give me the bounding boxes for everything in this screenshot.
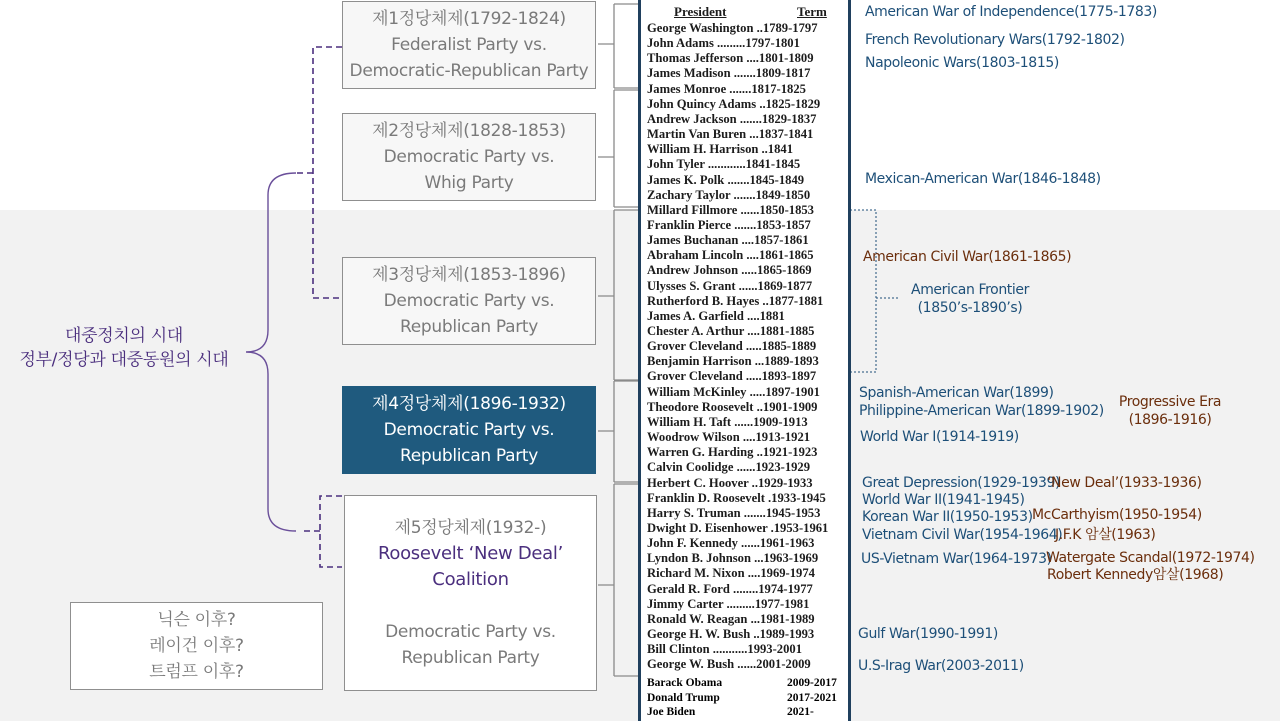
president-row: James Madison .......1809-1817 — [647, 66, 811, 81]
president-row: Chester A. Arthur ....1881-1885 — [647, 324, 815, 338]
party-system-3-line2: Democratic Party vs. — [383, 291, 555, 311]
president-row: William H. Taft ......1909-1913 — [647, 414, 808, 429]
president-row: James K. Polk .......1845-1849 — [647, 172, 805, 187]
president-row: James Buchanan ....1857-1861 — [647, 233, 809, 248]
era-label-line1: 대중정치의 시대 — [65, 326, 183, 346]
event-mccarthy: McCarthyism(1950-1954) — [1032, 507, 1202, 523]
president-row: William H. Harrison ..1841 — [647, 142, 793, 157]
party-system-4-line2: Democratic Party vs. — [383, 420, 555, 440]
president-row: Franklin D. Roosevelt .1933-1945 — [647, 490, 826, 505]
event-independence: American War of Independence(1775-1783) — [865, 4, 1157, 20]
party-system-3-box — [342, 257, 596, 345]
president-row: William McKinley .....1897-1901 — [647, 384, 820, 399]
event-philippine: Philippine-American War(1899-1902) — [859, 403, 1104, 419]
event-us-vietnam: US-Vietnam War(1964-1973) — [861, 551, 1052, 567]
event-depression: Great Depression(1929-1939) — [862, 475, 1061, 491]
president-row: Jimmy Carter .........1977-1981 — [647, 596, 810, 611]
president-row: George W. Bush ......2001-2009 — [647, 657, 811, 672]
president-row: Grover Cleveland .....1885-1889 — [647, 339, 817, 354]
party-system-5-coalition-line1: Roosevelt ‘New Deal’ — [377, 543, 564, 564]
event-spanish: Spanish-American War(1899) — [859, 385, 1054, 401]
party-system-2-line2: Democratic Party vs. — [383, 147, 555, 167]
party-system-1-line3: Democratic-Republican Party — [349, 61, 589, 81]
party-system-1-title: 제1정당체제(1792-1824) — [372, 9, 566, 29]
president-row: Franklin Pierce .......1853-1857 — [647, 217, 811, 232]
president-row: Andrew Jackson .......1829-1837 — [647, 111, 817, 126]
after-line2: 레이건 이후? — [149, 636, 244, 656]
after-line3: 트럼프 이후? — [149, 662, 244, 682]
president-extra-row — [647, 676, 847, 690]
event-civil: American Civil War(1861-1865) — [863, 249, 1072, 265]
president-row: Richard M. Nixon ....1969-1974 — [647, 566, 815, 581]
party-system-2-title: 제2정당체제(1828-1853) — [372, 121, 566, 141]
president-table — [638, 0, 851, 721]
event-progressive-line2: (1896-1916) — [1128, 412, 1212, 428]
event-ww2: World War II(1941-1945) — [862, 492, 1025, 508]
party-system-4-line3: Republican Party — [399, 446, 539, 466]
president-row: George H. W. Bush ..1989-1993 — [647, 627, 815, 641]
event-gulf: Gulf War(1990-1991) — [858, 626, 998, 642]
president-row: John Adams .........1797-1801 — [647, 36, 800, 51]
event-french: French Revolutionary Wars(1792-1802) — [865, 32, 1125, 48]
party-system-5-box — [344, 495, 597, 691]
header-term: Term — [797, 4, 827, 19]
president-row: Harry S. Truman .......1945-1953 — [647, 505, 821, 520]
party-system-1-line2: Federalist Party vs. — [391, 35, 547, 55]
president-row: John F. Kennedy ......1961-1963 — [647, 536, 815, 551]
event-frontier-line1: American Frontier — [911, 282, 1029, 298]
president-row: Abraham Lincoln ....1861-1865 — [647, 248, 814, 263]
event-mexican: Mexican-American War(1846-1848) — [865, 171, 1101, 187]
president-row: Lyndon B. Johnson ...1963-1969 — [647, 551, 819, 566]
president-row: Martin Van Buren ...1837-1841 — [647, 127, 814, 142]
party-system-5-line5: Republican Party — [401, 648, 540, 668]
event-newdeal: ‘New Deal’(1933-1936) — [1047, 475, 1202, 491]
president-extra-term: 2009-2017 — [787, 677, 837, 689]
president-row: Ronald W. Reagan ...1981-1989 — [647, 611, 815, 626]
president-row: Benjamin Harrison ...1889-1893 — [647, 354, 819, 369]
president-extra-term: 2021- — [787, 706, 814, 718]
president-extra-row — [647, 705, 847, 719]
president-row: Herbert C. Hoover ..1929-1933 — [647, 475, 813, 490]
president-row: Woodrow Wilson ....1913-1921 — [647, 430, 811, 445]
party-system-3-line3: Republican Party — [399, 317, 539, 337]
event-napoleonic: Napoleonic Wars(1803-1815) — [865, 55, 1059, 71]
event-iraq: U.S-Irag War(2003-2011) — [858, 658, 1024, 674]
president-extra-name: Joe Biden — [647, 706, 696, 718]
president-row: Rutherford B. Hayes ..1877-1881 — [647, 293, 824, 308]
president-extra-name: Donald Trump — [647, 691, 720, 704]
era-label-line2: 정부/정당과 대중동원의 시대 — [19, 350, 229, 370]
president-row: Dwight D. Eisenhower .1953-1961 — [647, 520, 829, 535]
event-frontier-line2: (1850’s-1890’s) — [917, 300, 1023, 316]
president-row: George Washington ..1789-1797 — [647, 21, 818, 35]
president-row: John Quincy Adams ..1825-1829 — [647, 96, 821, 111]
president-row: Bill Clinton ...........1993-2001 — [647, 642, 802, 657]
party-system-2-box — [342, 113, 596, 201]
event-frontier — [902, 281, 1038, 317]
header-president: President — [674, 4, 727, 19]
event-progressive — [1110, 393, 1230, 429]
president-row: John Tyler ............1841-1845 — [647, 157, 801, 172]
event-progressive-line1: Progressive Era — [1118, 394, 1222, 410]
era-label — [4, 324, 244, 372]
table-header — [641, 4, 848, 22]
president-row: Grover Cleveland .....1893-1897 — [647, 369, 817, 384]
event-jfk: J.F.K 암살(1963) — [1055, 527, 1156, 543]
party-system-4-title: 제4정당체제(1896-1932) — [372, 394, 566, 414]
president-extra-name: Barack Obama — [647, 677, 723, 689]
president-row: Calvin Coolidge ......1923-1929 — [647, 460, 811, 475]
president-row: Ulysses S. Grant ......1869-1877 — [647, 278, 813, 293]
after-line1: 닉슨 이후? — [157, 610, 236, 630]
president-row: Warren G. Harding ..1921-1923 — [647, 445, 818, 460]
party-system-5-line4: Democratic Party vs. — [385, 622, 556, 642]
event-vietnam-civil: Vietnam Civil War(1954-1964) — [862, 527, 1063, 543]
president-row: James Monroe .......1817-1825 — [647, 81, 806, 96]
party-system-2-line3: Whig Party — [424, 173, 514, 193]
president-row: Gerald R. Ford ........1974-1977 — [647, 581, 813, 596]
president-extra-row — [647, 691, 847, 705]
event-korean: Korean War II(1950-1953) — [862, 509, 1033, 525]
party-system-4-box — [342, 386, 596, 474]
president-row: Zachary Taylor .......1849-1850 — [647, 187, 811, 202]
party-system-5-coalition-line2: Coalition — [432, 569, 509, 590]
event-ww1: World War I(1914-1919) — [860, 429, 1019, 445]
event-rfk: Robert Kennedy암살(1968) — [1047, 567, 1224, 583]
president-row: James A. Garfield ....1881 — [647, 308, 785, 323]
after-question-box — [70, 602, 323, 690]
party-system-1-box — [342, 1, 596, 89]
president-row: Millard Fillmore ......1850-1853 — [647, 202, 814, 217]
president-row: Theodore Roosevelt ..1901-1909 — [647, 399, 818, 414]
party-system-3-title: 제3정당체제(1853-1896) — [372, 265, 566, 285]
event-watergate: Watergate Scandal(1972-1974) — [1046, 550, 1255, 566]
president-row: Andrew Johnson .....1865-1869 — [647, 263, 812, 278]
party-system-5-title: 제5정당체제(1932-) — [394, 518, 547, 538]
president-extra-term: 2017-2021 — [787, 691, 837, 704]
president-row: Thomas Jefferson ....1801-1809 — [647, 51, 814, 66]
